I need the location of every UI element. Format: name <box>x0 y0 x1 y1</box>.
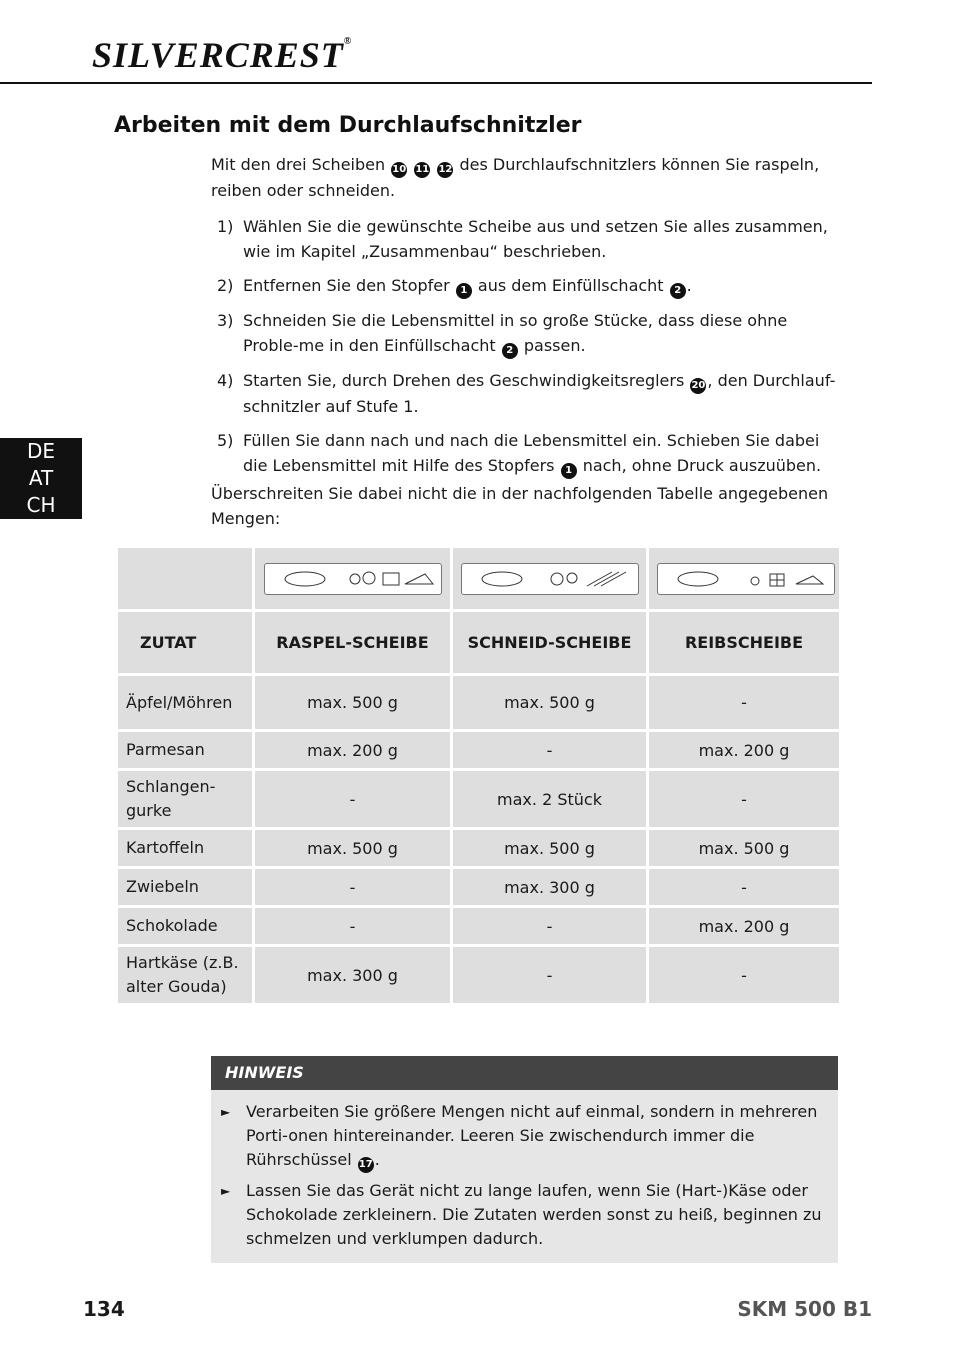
column-header: ZUTAT <box>117 611 254 675</box>
ref-badge: 12 <box>437 162 453 178</box>
section-title: Arbeiten mit dem Durchlaufschnitzler <box>114 113 582 138</box>
ref-badge: 17 <box>358 1157 374 1173</box>
table-row: Zwiebeln - max. 300 g - <box>117 868 841 907</box>
step-item: 3) Schneiden Sie die Lebensmittel in so große Stücke, dass diese ohne Proble-me in den Einfüllschacht 2 passen. <box>211 308 836 359</box>
ref-badge: 1 <box>456 283 472 299</box>
schneid-disc-pictogram <box>452 547 648 611</box>
brand-logo: SILVERCREST® <box>92 35 353 75</box>
quantity-table <box>115 545 842 1006</box>
intro-paragraph: Mit den drei Scheiben 10 11 12 des Durchlaufschnitzlers können Sie raspeln, reiben oder schneiden. <box>211 155 820 200</box>
step-list <box>211 214 836 488</box>
page-number: 134 <box>83 1297 125 1321</box>
model-number: SKM 500 B1 <box>737 1297 872 1321</box>
table-row: Hartkäse (z.B. alter Gouda) max. 300 g - - <box>117 946 841 1005</box>
quantity-warning: Überschreiten Sie dabei nicht die in der nachfolgenden Tabelle angegebenen Mengen: <box>211 484 829 528</box>
note-title: HINWEIS <box>211 1056 838 1090</box>
ref-badge: 11 <box>414 162 430 178</box>
bullet-triangle-icon: ► <box>221 1105 231 1119</box>
column-header: SCHNEID-SCHEIBE <box>452 611 648 675</box>
step-item: 2) Entfernen Sie den Stopfer 1 aus dem Einfüllschacht 2 . <box>211 273 836 299</box>
language-tab: DE AT CH <box>0 438 82 519</box>
note-box <box>211 1056 838 1263</box>
note-item: ► Verarbeiten Sie größere Mengen nicht auf einmal, sondern in mehreren Porti-onen hintereinander. Leeren Sie zwischendurch immer die Rührschüssel 17 . <box>211 1100 828 1173</box>
table-row: Äpfel/Möhren max. 500 g max. 500 g - <box>117 675 841 731</box>
bullet-triangle-icon: ► <box>221 1184 231 1198</box>
table-row: Kartoffeln max. 500 g max. 500 g max. 500 g <box>117 829 841 868</box>
ref-badge: 1 <box>561 463 577 479</box>
table-row: Schlangen-gurke - max. 2 Stück - <box>117 770 841 829</box>
ref-badge: 2 <box>670 283 686 299</box>
note-list <box>211 1090 838 1263</box>
step-item: 1) Wählen Sie die gewünschte Scheibe aus und setzen Sie alles zusammen, wie im Kapitel „Zusammenbau“ beschrieben. <box>217 217 828 261</box>
column-header: RASPEL-SCHEIBE <box>254 611 452 675</box>
empty-cell <box>117 547 254 611</box>
step-item: 5) Füllen Sie dann nach und nach die Lebensmittel ein. Schieben Sie dabei die Lebensmittel mit Hilfe des Stopfers 1 nach, ohne Druck auszuüben. <box>211 428 836 479</box>
ref-badge: 10 <box>391 162 407 178</box>
ref-badge: 2 <box>502 343 518 359</box>
pictogram-row <box>117 547 841 611</box>
table-header-row <box>117 611 841 675</box>
reib-disc-pictogram <box>648 547 841 611</box>
header-rule <box>0 82 872 84</box>
table-row: Parmesan max. 200 g - max. 200 g <box>117 731 841 770</box>
step-item: 4) Starten Sie, durch Drehen des Geschwindigkeitsreglers 20 , den Durchlauf-schnitzler auf Stufe 1. <box>217 371 836 416</box>
raspel-disc-pictogram <box>254 547 452 611</box>
note-item: ► Lassen Sie das Gerät nicht zu lange laufen, wenn Sie (Hart-)Käse oder Schokolade zerkleinern. Die Zutaten werden sonst zu heiß, beginnen zu schmelzen und verklumpen dadurch. <box>221 1181 822 1248</box>
column-header: REIBSCHEIBE <box>648 611 841 675</box>
table-row: Schokolade - - max. 200 g <box>117 907 841 946</box>
ref-badge: 20 <box>690 378 706 394</box>
